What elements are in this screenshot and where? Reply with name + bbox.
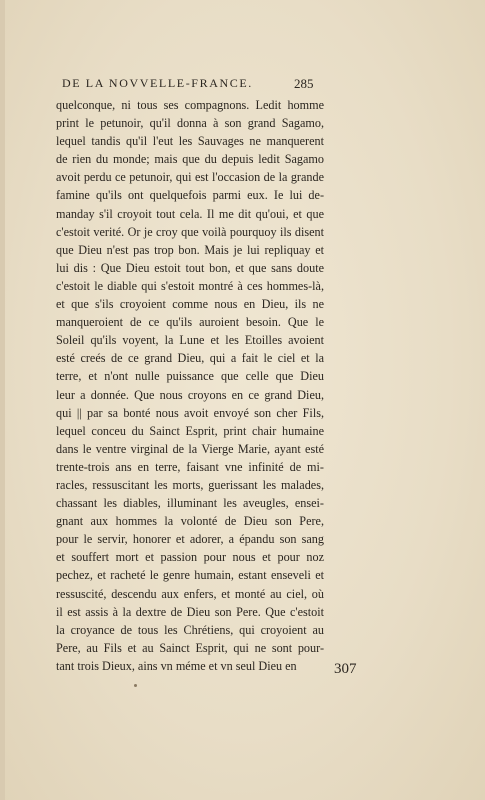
text-line: lui dis : Que Dieu estoit tout bon, et que sans doute bbox=[56, 260, 324, 275]
text-line: pechez, et racheté le genre humain, estant enseveli et bbox=[56, 568, 324, 583]
page-number: 285 bbox=[294, 76, 314, 91]
text-line: avoit perdu ce petunoir, qui est l'occasion de la grande bbox=[56, 170, 324, 185]
text-line: et que s'ils croyoient comme nous en Dieu, ils ne bbox=[56, 297, 324, 312]
text-line: tant trois Dieux, ains vn méme et vn seul Dieu en bbox=[56, 658, 297, 673]
text-line: famine qu'ils ont quelquefois parmi eux. Ie lui de- bbox=[56, 188, 324, 203]
text-line: Soleil qu'ils voyent, la Lune et les Etoilles avoient bbox=[56, 333, 324, 348]
text-line: qui || par sa bonté nous avoit envoyé son cher Fils, bbox=[56, 405, 324, 420]
text-line: print le petunoir, qu'il donna à son grand Sagamo, bbox=[56, 116, 324, 131]
text-line: leur a donnée. Que nous croyons en ce grand Dieu, bbox=[56, 387, 324, 402]
text-line: dans le ventre virginal de la Vierge Marie, ayant esté bbox=[56, 441, 324, 456]
text-line: esté creés de ce grand Dieu, qui a fait le ciel et la bbox=[56, 351, 324, 366]
text-line: de rien du monde; mais que du depuis ledit Sagamo bbox=[56, 152, 324, 167]
marginal-page-reference: 307 bbox=[334, 661, 357, 677]
body-text bbox=[56, 96, 324, 675]
text-line: ressuscité, descendu aux enfers, et monté au ciel, où bbox=[56, 586, 324, 601]
text-line: racles, ressuscitant les morts, guerissant les malades, bbox=[56, 477, 324, 492]
text-line: quelconque, ni tous ses compagnons. Ledit homme bbox=[56, 98, 324, 112]
text-line: la croyance de tous les Chrétiens, qui croyoient au bbox=[56, 622, 324, 637]
text-line: c'estoit verité. Or je croy que voilà pourquoy ils disent bbox=[56, 224, 324, 239]
text-line: lequel conceu du Sainct Esprit, print chair humaine bbox=[56, 423, 324, 438]
text-line: terre, et n'ont nulle puissance que celle que Dieu bbox=[56, 369, 324, 384]
text-line: gnant aux hommes la volonté de Dieu son Pere, bbox=[56, 514, 324, 529]
text-line: trente-trois ans en terre, faisant vne infinité de mi- bbox=[56, 459, 324, 474]
page-edge-shadow bbox=[0, 0, 5, 800]
text-line: manqueroient de ce qu'ils auroient besoin. Que le bbox=[56, 315, 324, 330]
text-line: que Dieu n'est pas trop bon. Mais je lui repliquay et bbox=[56, 242, 324, 257]
text-line: et souffert mort et passion pour nous et pour noz bbox=[56, 550, 324, 565]
running-head: DE LA NOVVELLE-FRANCE. bbox=[62, 76, 253, 90]
text-line: chassant les diables, illuminant les aveugles, ensei- bbox=[56, 496, 324, 511]
text-line: Pere, au Fils et au Sainct Esprit, qui ne sont pour- bbox=[56, 640, 324, 655]
text-line: lequel tandis qu'il l'eut les Sauvages ne manquerent bbox=[56, 134, 324, 149]
text-line: manday s'il croyoit tout cela. Il me dit qu'oui, et que bbox=[56, 206, 324, 221]
paper-speck bbox=[134, 684, 137, 687]
text-line: c'estoit le diable qui s'estoit montré à ces hommes-là, bbox=[56, 278, 324, 293]
text-line: pour le servir, honorer et adorer, a épandu son sang bbox=[56, 532, 324, 547]
text-line: il est assis à la dextre de Dieu son Pere. Que c'estoit bbox=[56, 604, 324, 619]
